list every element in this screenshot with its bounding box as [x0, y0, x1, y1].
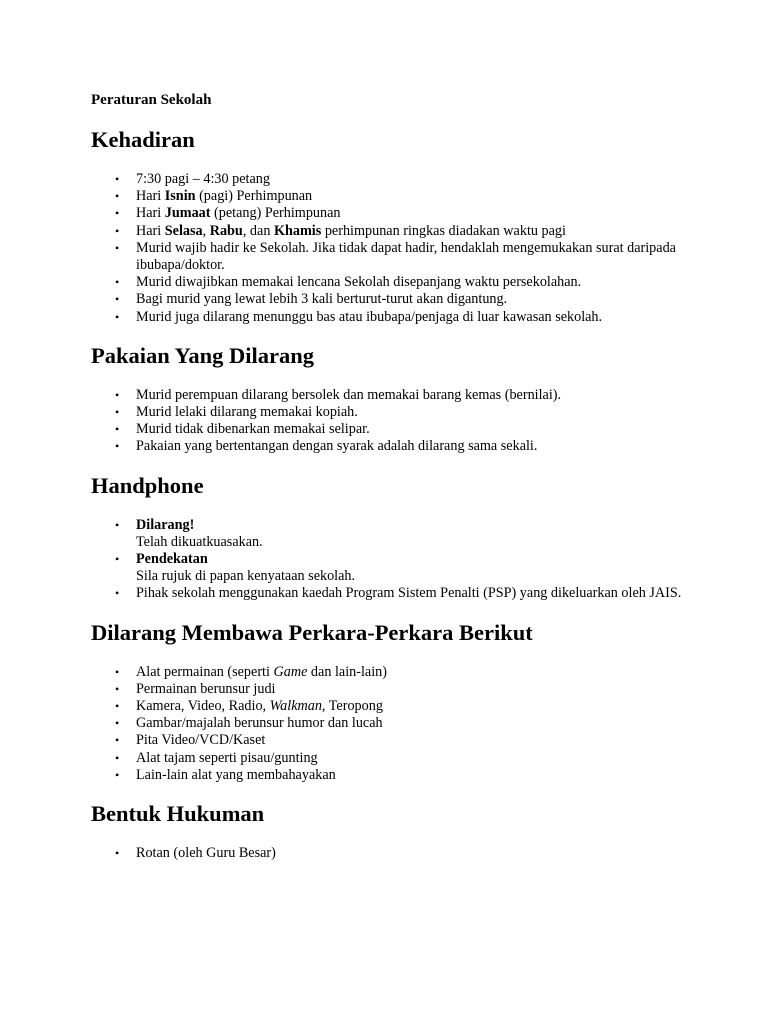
heading-handphone: Handphone — [91, 472, 204, 498]
item-khamis: Khamis — [273, 222, 322, 239]
list-item — [136, 517, 691, 551]
item-gambar: Gambar/majalah berunsur humor dan lucah — [136, 715, 383, 732]
list-item — [136, 309, 691, 326]
list-handphone — [91, 517, 691, 603]
item-sep1: , — [202, 222, 210, 239]
item-jumaat-bold: Jumaat — [164, 205, 211, 222]
item-dilarang-text: Telah dikuatkuasakan. — [136, 533, 263, 550]
list-item — [136, 750, 691, 767]
list-pakaian — [91, 387, 691, 456]
item-alat-italic: Game — [273, 663, 308, 680]
item-kamera-pre: Kamera, Video, Radio, — [136, 698, 270, 715]
list-item: • Pakaian yang bertentangan dengan syarak adalah dilarang sama sekali. — [136, 438, 691, 455]
item-jumaat-pre: Hari — [136, 205, 165, 222]
list-item: • Murid lelaki dilarang memakai kopiah. — [136, 404, 691, 421]
list-kehadiran — [91, 171, 691, 326]
item-isnin-bold: Isnin — [164, 188, 196, 205]
item-pendekatan-bold: Pendekatan — [136, 551, 208, 568]
item-alat-post: dan lain-lain) — [307, 663, 387, 680]
item-judi: Permainan berunsur judi — [136, 680, 276, 697]
document-title: Peraturan Sekolah — [91, 92, 212, 108]
item-wajib: Murid wajib hadir ke Sekolah. Jika tidak dapat hadir, hendaklah mengemukakan surat daripada ibubapa/doktor. — [136, 239, 676, 274]
list-item — [136, 681, 691, 698]
item-rabu: Rabu — [209, 222, 243, 239]
list-item — [136, 767, 691, 784]
list-item — [136, 188, 691, 205]
item-ringkas-post: perhimpunan ringkas diadakan waktu pagi — [321, 222, 566, 239]
list-item: • Murid perempuan dilarang bersolek dan memakai barang kemas (bernilai). — [136, 387, 691, 404]
list-item — [136, 715, 691, 732]
list-item — [136, 551, 691, 585]
item-menunggu: Murid juga dilarang menunggu bas atau ibubapa/penjaga di luar kawasan sekolah. — [136, 308, 603, 325]
list-item — [136, 274, 691, 291]
item-lewat: Bagi murid yang lewat lebih 3 kali berturut-turut akan digantung. — [136, 291, 508, 308]
item-pendekatan-text: Sila rujuk di papan kenyataan sekolah. — [136, 568, 356, 585]
list-item — [136, 171, 691, 188]
heading-kehadiran: Kehadiran — [91, 127, 195, 152]
item-sep2: , dan — [242, 222, 274, 239]
item-isnin-post: (pagi) Perhimpunan — [195, 188, 313, 205]
item-pita: Pita Video/VCD/Kaset — [136, 732, 266, 749]
item-dilarang-bold: Dilarang! — [136, 516, 195, 533]
list-item — [136, 585, 691, 602]
item-psp: Pihak sekolah menggunakan kaedah Program Sistem Penalti (PSP) yang dikeluarkan oleh JAIS. — [136, 585, 682, 602]
list-item: • Murid tidak dibenarkan memakai selipar. — [136, 421, 691, 438]
item-tajam: Alat tajam seperti pisau/gunting — [136, 749, 318, 766]
item-kamera-post: , Teropong — [321, 698, 383, 715]
item-isnin-pre: Hari — [136, 188, 165, 205]
list-item — [136, 205, 691, 222]
list-item — [136, 698, 691, 715]
item-jumaat-post: (petang) Perhimpunan — [210, 205, 341, 222]
document-page — [91, 90, 691, 862]
item-alat-pre: Alat permainan (seperti — [136, 663, 274, 680]
item-lain: Lain-lain alat yang membahayakan — [136, 766, 336, 783]
item-time: 7:30 pagi – 4:30 petang — [136, 171, 270, 187]
item-selasa: Selasa — [164, 222, 203, 239]
list-item — [136, 240, 691, 274]
heading-dilarang-membawa: Dilarang Membawa Perkara-Perkara Berikut — [91, 619, 533, 645]
item-ringkas-pre: Hari — [136, 222, 165, 239]
list-item — [136, 223, 691, 240]
heading-hukuman: Bentuk Hukuman — [91, 801, 265, 827]
list-dilarang-membawa — [91, 664, 691, 784]
list-item: • Rotan (oleh Guru Besar) — [136, 845, 691, 862]
list-item — [136, 664, 691, 681]
list-item — [136, 291, 691, 308]
item-lencana: Murid diwajibkan memakai lencana Sekolah disepanjang waktu persekolahan. — [136, 274, 582, 291]
heading-pakaian: Pakaian Yang Dilarang — [91, 342, 314, 368]
list-hukuman — [91, 845, 691, 862]
list-item — [136, 732, 691, 749]
item-kamera-italic: Walkman — [269, 698, 322, 715]
